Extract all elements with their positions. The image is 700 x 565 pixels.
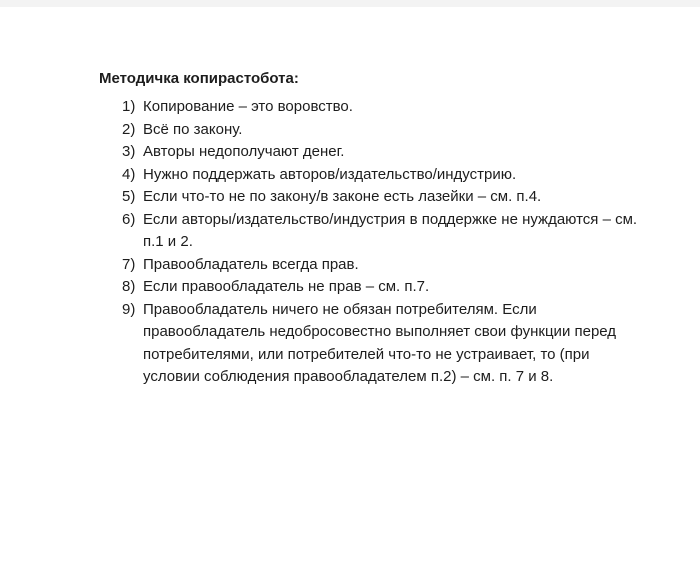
list-item-text: Правообладатель всегда прав. (143, 255, 359, 273)
list-item-lines (143, 276, 659, 299)
list-item-text: потребителями, или потребителей что-то не устраивает, то (при (143, 345, 590, 363)
list-item-lines (143, 299, 659, 389)
list-item (122, 186, 659, 209)
list-item-text: Если авторы/издательство/индустрия в поддержке не нуждаются – см. (143, 210, 638, 228)
list-item-text: п.1 и 2. (143, 233, 193, 250)
list-item-lines (143, 186, 659, 209)
list-item-text: Если правообладатель не прав – см. п.7. (143, 278, 430, 295)
list-item-text: Авторы недополучают денег. (143, 143, 345, 160)
list-item (122, 96, 659, 119)
list-item-number: 2) (122, 120, 136, 138)
list-item-text: Правообладатель ничего не обязан потребителям. Если (143, 300, 537, 318)
list-item-text: условии соблюдения правообладателем п.2) – см. п. 7 и 8. (143, 368, 554, 385)
list-item-lines (143, 119, 659, 142)
list-item (122, 299, 659, 389)
list-item-number: 7) (122, 255, 136, 273)
list-item-lines (143, 164, 659, 187)
document-page (99, 69, 659, 389)
list-item (122, 276, 659, 299)
window-top-strip (0, 0, 700, 7)
list-item-text: Всё по закону. (143, 120, 243, 138)
list-item (122, 209, 659, 254)
list-item-lines (143, 141, 659, 164)
list-item-lines (143, 254, 659, 277)
list-item (122, 164, 659, 187)
list-item-lines (143, 96, 659, 119)
list-item-text: правообладатель недобросовестно выполняет свои функции перед (143, 323, 617, 340)
numbered-list (122, 96, 659, 389)
list-item-number: 4) (122, 165, 136, 183)
list-item-number: 5) (122, 188, 136, 205)
list-item-number: 8) (122, 278, 136, 295)
list-item-text: Копирование – это воровство. (143, 98, 353, 115)
list-item-number: 1) (122, 98, 136, 115)
list-item-lines (143, 209, 659, 254)
list-item-number: 3) (122, 143, 136, 160)
list-item (122, 119, 659, 142)
list-item-text: Если что-то не по закону/в законе есть лазейки – см. п.4. (143, 188, 542, 205)
page-title: Методичка копирастобота: (99, 70, 299, 87)
list-item-number: 9) (122, 300, 136, 318)
list-item-text: Нужно поддержать авторов/издательство/индустрию. (143, 165, 517, 183)
list-item (122, 141, 659, 164)
list-item-number: 6) (122, 210, 136, 228)
list-item (122, 254, 659, 277)
